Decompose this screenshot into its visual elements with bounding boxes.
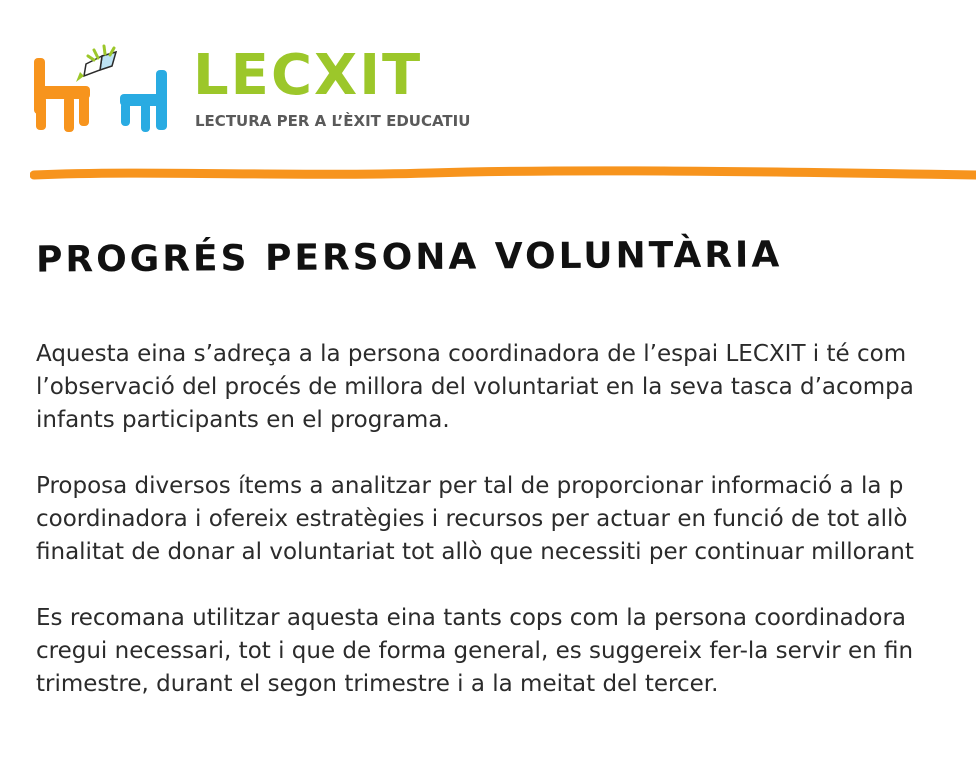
open-book-icon [76, 46, 116, 82]
text-line: finalitat de donar al voluntariat tot allò que necessiti per continuar millorant [36, 539, 914, 565]
orange-divider [30, 162, 976, 184]
text-line: coordinadora i ofereix estratègies i recursos per actuar en funció de tot allò [36, 506, 908, 532]
text-line: infants participants en el programa. [36, 407, 450, 433]
brand-tagline: LECTURA PER A L’ÈXIT EDUCATIU [195, 112, 471, 130]
text-line: cregui necessari, tot i que de forma general, es suggereix fer-la servir en fin [36, 638, 914, 664]
text-line: Aquesta eina s’adreça a la persona coordinadora de l’espai LECXIT i té com [36, 341, 907, 367]
page-header [0, 0, 976, 190]
intro-text [36, 338, 976, 734]
page-title: PROGRÉS PERSONA VOLUNTÀRIA [35, 234, 783, 281]
orange-chair-icon [34, 58, 90, 132]
text-line: l’observació del procés de millora del voluntariat en la seva tasca d’acompa [36, 374, 914, 400]
lecxit-logo [32, 42, 472, 137]
paragraph [36, 338, 976, 437]
logo-illustration [32, 42, 172, 137]
text-line: Proposa diversos ítems a analitzar per tal de proporcionar informació a la p [36, 473, 904, 499]
blue-chair-icon [120, 70, 167, 132]
text-line: Es recomana utilitzar aquesta eina tants cops com la persona coordinadora [36, 605, 907, 631]
text-line: trimestre, durant el segon trimestre i a la meitat del tercer. [36, 671, 719, 697]
brand-name: LECXIT [193, 43, 423, 108]
paragraph [36, 470, 976, 569]
paragraph [36, 602, 976, 701]
